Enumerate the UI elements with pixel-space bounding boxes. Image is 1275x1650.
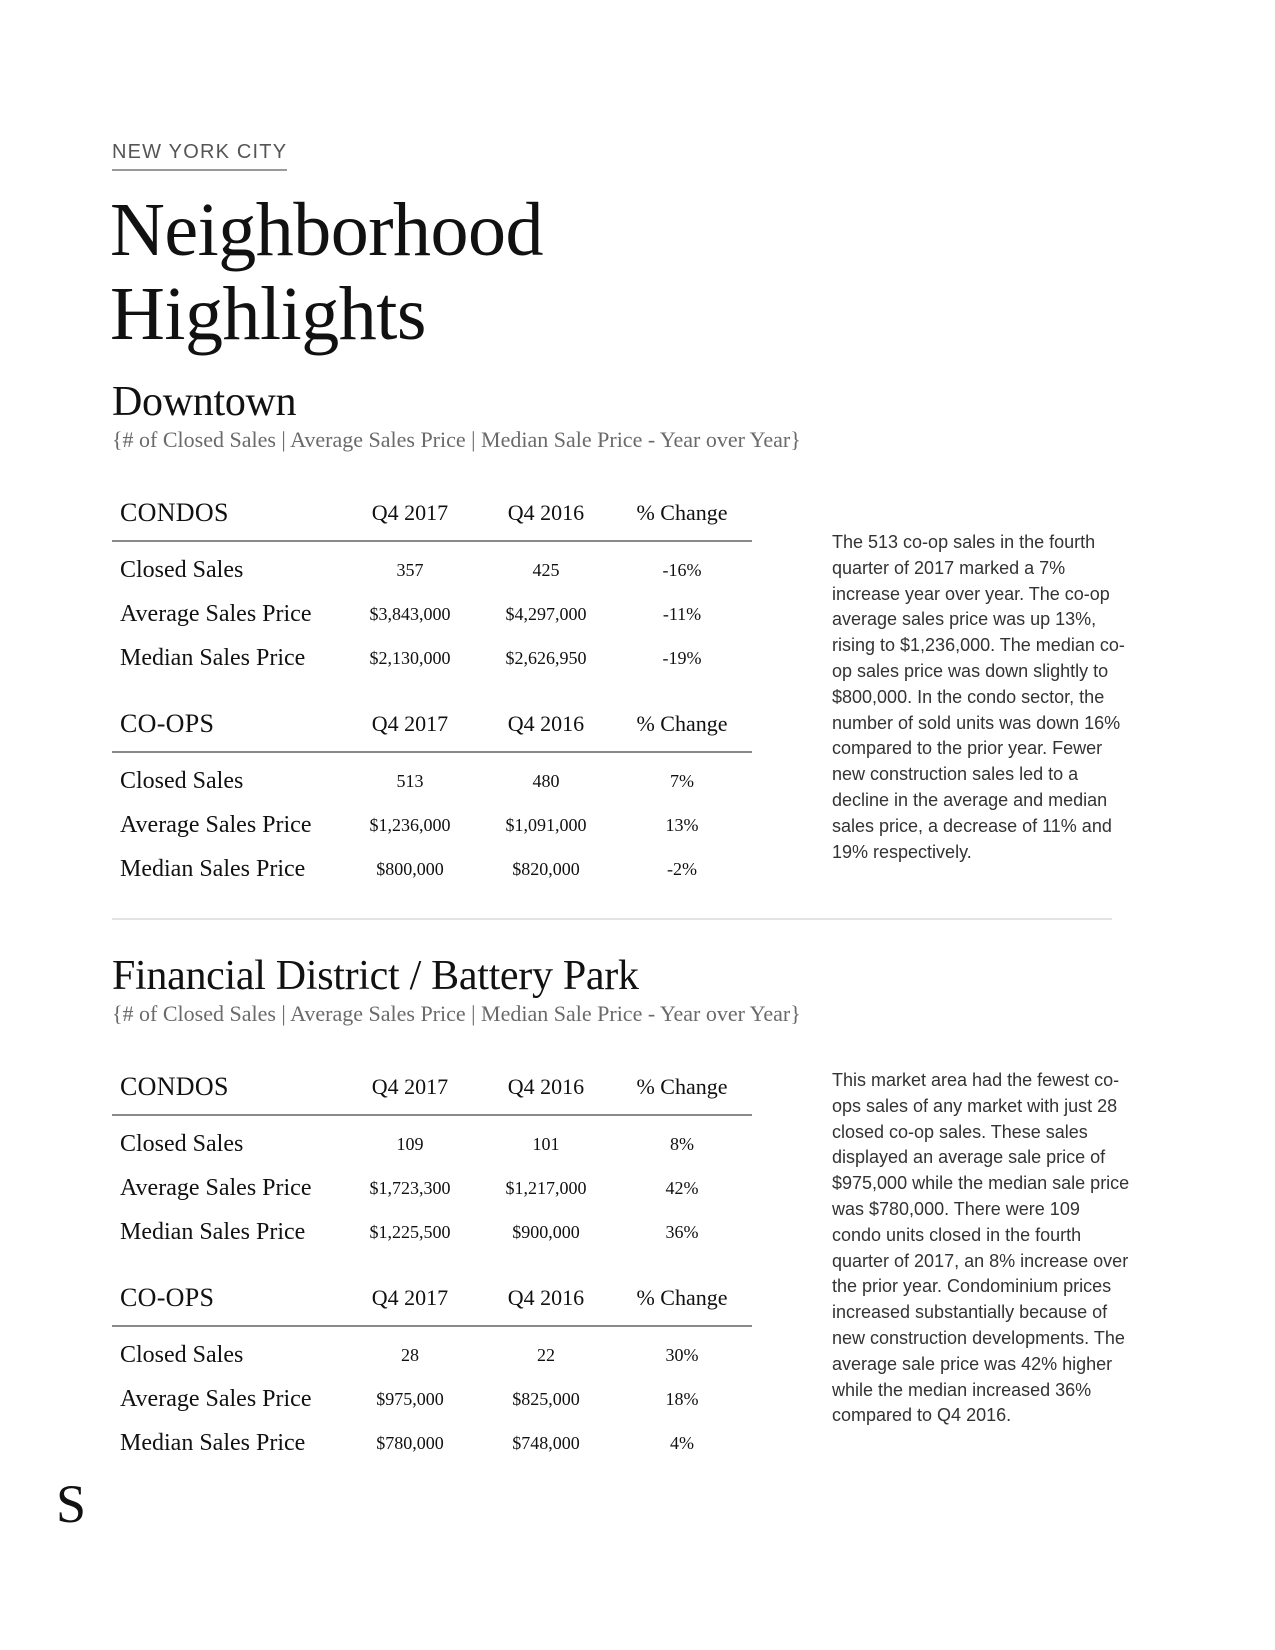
table-row <box>112 847 752 891</box>
table-row <box>112 1210 752 1254</box>
change-cell: 30% <box>665 1344 699 1365</box>
page-title-line-2: Highlights <box>110 272 426 356</box>
change-cell: 13% <box>665 814 699 835</box>
value-cell: 480 <box>532 770 560 791</box>
value-cell: $1,236,000 <box>369 814 451 835</box>
row-label: Median Sales Price <box>120 644 306 671</box>
table-header-row <box>112 486 752 542</box>
change-cell: 42% <box>665 1177 699 1198</box>
section-title: Financial District / Battery Park <box>112 953 639 999</box>
row-label: Average Sales Price <box>120 811 312 838</box>
table-row <box>112 759 752 803</box>
change-cell: 18% <box>665 1388 699 1409</box>
value-cell: $3,843,000 <box>369 603 451 624</box>
condos-table <box>112 1060 752 1254</box>
section-subtitle: {# of Closed Sales | Average Sales Price | Median Sale Price - Year over Year} <box>112 427 801 452</box>
column-header: Q4 2016 <box>507 1285 585 1310</box>
section-downtown <box>112 378 1162 882</box>
row-label: Average Sales Price <box>120 1174 312 1201</box>
section-financial-district <box>112 952 1162 1456</box>
value-cell: 101 <box>532 1133 560 1154</box>
change-cell: -2% <box>667 858 697 879</box>
table-row <box>112 1122 752 1166</box>
table-row <box>112 803 752 847</box>
table-category-label: CO-OPS <box>120 1283 215 1312</box>
value-cell: 357 <box>396 559 424 580</box>
value-cell: 513 <box>396 770 424 791</box>
row-label: Median Sales Price <box>120 1218 306 1245</box>
change-cell: 7% <box>670 770 694 791</box>
table-row <box>112 636 752 680</box>
column-header: % Change <box>636 500 728 525</box>
value-cell: $1,225,500 <box>369 1221 451 1242</box>
value-cell: $2,130,000 <box>369 647 451 668</box>
column-header: Q4 2016 <box>507 500 585 525</box>
column-header: Q4 2016 <box>507 1074 585 1099</box>
column-header: Q4 2017 <box>371 1074 449 1099</box>
row-label: Closed Sales <box>120 1130 244 1157</box>
table-category-label: CONDOS <box>120 498 229 527</box>
condos-table <box>112 486 752 680</box>
section-subtitle: {# of Closed Sales | Average Sales Price | Median Sale Price - Year over Year} <box>112 1001 801 1026</box>
table-row <box>112 1377 752 1421</box>
value-cell: $975,000 <box>376 1388 444 1409</box>
value-cell: $4,297,000 <box>505 603 587 624</box>
row-label: Closed Sales <box>120 1341 244 1368</box>
change-cell: -19% <box>662 647 702 668</box>
change-cell: 8% <box>670 1133 694 1154</box>
change-cell: 36% <box>665 1221 699 1242</box>
value-cell: $1,723,300 <box>369 1177 451 1198</box>
table-row <box>112 1333 752 1377</box>
change-cell: -16% <box>662 559 702 580</box>
row-label: Median Sales Price <box>120 855 306 882</box>
value-cell: 28 <box>401 1344 419 1365</box>
row-label: Average Sales Price <box>120 600 312 627</box>
region-eyebrow: NEW YORK CITY <box>112 141 287 171</box>
value-cell: $780,000 <box>376 1432 444 1453</box>
page-title-line-1: Neighborhood <box>110 188 544 272</box>
table-category-label: CONDOS <box>120 1072 229 1101</box>
value-cell: $800,000 <box>376 858 444 879</box>
value-cell: $1,217,000 <box>505 1177 587 1198</box>
page-title <box>110 188 543 356</box>
market-commentary: The 513 co-op sales in the fourth quarter of 2017 marked a 7% increase year over year. The co-op average sales price was up 13%, rising to $1,236,000. The median co-op sales price was down slightly to $800,000. In the condo sector, the number of sold units was down 16% compared to the prior year. Fewer new construction sales led to a decline in the average and median sales price, a decrease of 11% and 19% respectively. <box>832 532 1125 862</box>
row-label: Closed Sales <box>120 767 244 794</box>
column-header: Q4 2016 <box>507 711 585 736</box>
change-cell: 4% <box>670 1432 694 1453</box>
column-header: Q4 2017 <box>371 1285 449 1310</box>
column-header: % Change <box>636 711 728 736</box>
value-cell: $820,000 <box>512 858 580 879</box>
column-header: Q4 2017 <box>371 711 449 736</box>
table-row <box>112 1166 752 1210</box>
column-header: % Change <box>636 1074 728 1099</box>
coops-table <box>112 697 752 891</box>
value-cell: 22 <box>537 1344 555 1365</box>
table-category-label: CO-OPS <box>120 709 215 738</box>
value-cell: $2,626,950 <box>505 647 587 668</box>
row-label: Closed Sales <box>120 556 244 583</box>
table-row <box>112 1421 752 1465</box>
row-label: Average Sales Price <box>120 1385 312 1412</box>
table-header-row <box>112 1060 752 1116</box>
change-cell: -11% <box>662 603 702 624</box>
section-title: Downtown <box>112 379 297 425</box>
value-cell: $1,091,000 <box>505 814 587 835</box>
row-label: Median Sales Price <box>120 1429 306 1456</box>
value-cell: $748,000 <box>512 1432 580 1453</box>
table-row <box>112 592 752 636</box>
table-row <box>112 548 752 592</box>
market-commentary: This market area had the fewest co-ops sales of any market with just 28 closed co-op sales. These sales displayed an average sale price of $975,000 while the median sale price was $780,000. There were 109 condo units closed in the fourth quarter of 2017, an 8% increase over the prior year. Condominium prices increased substantially because of new construction developments. The average sale price was 42% higher while the median increased 36% compared to Q4 2016. <box>832 1070 1130 1426</box>
table-header-row <box>112 1271 752 1327</box>
value-cell: 425 <box>532 559 560 580</box>
value-cell: $825,000 <box>512 1388 580 1409</box>
brand-logo: S <box>56 1474 87 1534</box>
value-cell: 109 <box>396 1133 424 1154</box>
table-header-row <box>112 697 752 753</box>
coops-table <box>112 1271 752 1465</box>
column-header: Q4 2017 <box>371 500 449 525</box>
value-cell: $900,000 <box>512 1221 580 1242</box>
section-divider <box>112 918 1112 920</box>
column-header: % Change <box>636 1285 728 1310</box>
